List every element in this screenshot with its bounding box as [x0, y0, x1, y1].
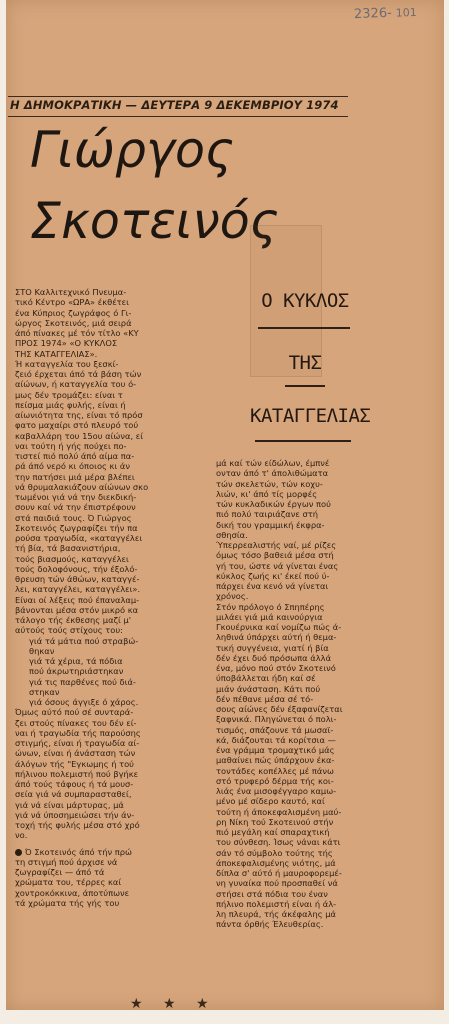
- text-line: ζει στούς πίνακες του δέν εί-: [15, 717, 137, 728]
- text-line: μιάν άνάσταση. Κάτι πού: [216, 683, 321, 694]
- text-line: καβαλλάρη του 15ου αίώνα, εί: [15, 430, 144, 441]
- text-line: τών σκελετών, τών κοχυ-: [216, 478, 323, 489]
- text-line: γιά όσους άγγιξε ό χάρος.: [29, 697, 139, 707]
- text-line: τιστεί πιό πολύ άπό αίμα πα-: [15, 451, 135, 461]
- catalog-number: [354, 5, 417, 22]
- catalog-sub: 101: [395, 5, 417, 20]
- text-line: τικό Κέντρο «ΩΡΑ» έκθέτει: [15, 297, 129, 308]
- text-line: θρευση τών άθώων, καταγγέ-: [15, 574, 140, 584]
- text-line: τοχή τής φυλής μέσα στό χρό: [15, 820, 140, 830]
- text-line: Ό Σκοτεινός άπό τήν πρώ: [25, 846, 133, 857]
- text-line: δίπλα σ' αύτό ή μαυροφορεμέ-: [216, 868, 342, 878]
- text-line: σάν τό σύμβολο τούτης τής: [216, 847, 333, 858]
- text-line: λει, καταγγέλει, καταγγέλει».: [15, 584, 141, 595]
- text-line: φατο μαχαίρι στό πλευρό τού: [15, 420, 139, 431]
- text-line: σθησία.: [216, 529, 248, 540]
- text-line: άποκεφαλισμένης νιότης, μά: [216, 857, 336, 868]
- text-line: μένο μέ σίδερο καυτό, καί: [216, 796, 325, 807]
- text-line: νά θρυμαλακιάζουν αίώνων σκο: [15, 481, 149, 492]
- kicker-rule: [258, 327, 350, 329]
- text-line: στήσει στά πόδια του έναν: [216, 888, 328, 899]
- text-line: Είναι οί λέξεις πού έπαναλαμ-: [15, 594, 140, 605]
- text-line: τοντάδες κοπέλλες μέ πάνω: [216, 765, 334, 776]
- text-line: Όμως αύτό πού σέ συνταρά-: [15, 707, 134, 718]
- text-line: τάλογο τής έκθεσης μαζί μ': [15, 615, 132, 625]
- footer-stars: ★ ★ ★: [130, 996, 217, 1012]
- text-line: άπό πίνακες μέ τόν τίτλο «ΚΥ: [15, 328, 139, 338]
- text-line: ύποβάλλεται ήδη καί σέ: [216, 673, 316, 684]
- text-line: σεία γιά νά συμπαρασταθεί,: [15, 789, 132, 800]
- headline-first-name: Γιώργος: [30, 121, 234, 179]
- text-line: χρόνος.: [216, 591, 249, 602]
- text-line: τά χρώματα τής γής του: [15, 897, 120, 908]
- text-line: σους αίώνες δέν έξαφανίζεται: [216, 704, 343, 714]
- right-column: [216, 458, 364, 930]
- text-line: τή βία, τά βασανιστήρια,: [15, 543, 121, 554]
- text-line: στηκαν: [29, 686, 60, 697]
- text-line: τική συγγένεια, γιατί ή βία: [216, 642, 329, 653]
- headline-last-name: Σκοτεινός: [30, 192, 279, 250]
- text-line: νο.: [15, 830, 28, 841]
- kicker-line-1: Ο ΚΥΚΛΟΣ: [261, 290, 349, 312]
- text-line: στό τρυφερό δέρμα τής κοι-: [216, 775, 334, 786]
- text-line: Ύπερρεαλιστής ναί, μέ ρίζες: [216, 540, 337, 550]
- text-line: αύτούς τούς στίχους του:: [15, 625, 123, 636]
- text-line: ΤΗΣ ΚΑΤΑΓΓΕΛΙΑΣ».: [15, 348, 98, 359]
- text-line: τούτη ή άποκεφαλισμένη μαύ-: [216, 806, 342, 817]
- text-line: ζωγραφίζει — άπό τά: [15, 867, 105, 877]
- text-line: ρη Νίκη τού Σκοτεινού στήν: [216, 816, 334, 827]
- text-line: πιό μεγάλη καί σπαραχτική: [216, 827, 330, 837]
- text-line: Σκοτεινός ζωγραφίζει τήν πα: [15, 522, 138, 533]
- kicker-rule: [255, 440, 351, 442]
- text-line: ναι ή τραγωδία τής παρούσης: [15, 727, 141, 738]
- text-line: πήλινο πολεμιστή είναι ή άλ-: [216, 898, 337, 909]
- text-line: τούς δολοφόνους, τήν έξολό-: [15, 563, 138, 574]
- text-line: μιλάει γιά μιά καινούργια: [216, 611, 323, 622]
- text-line: Ή καταγγελία του ξεσκί-: [15, 358, 119, 369]
- poem-block: [15, 636, 208, 708]
- text-line: μως δέν τρομάζει: είναι τ: [15, 389, 123, 400]
- masthead: Η ΔΗΜΟΚΡΑΤΙΚΗ — ΔΕΥΤΕΡΑ 9 ΔΕΚΕΜΒΡΙΟΥ 1974: [10, 98, 339, 112]
- text-line: πιό πολύ ταιριάζανε στή: [216, 509, 319, 520]
- text-line: θηκαν: [29, 645, 55, 656]
- text-line: του σύνθεση. Ίσως νάναι κάτι: [216, 837, 341, 848]
- text-line: ονταν άπό τ' άπολιθώματα: [216, 468, 329, 479]
- text-line: στά παιδιά τους. Ό Γιώργος: [15, 512, 132, 523]
- text-line: γή του, ώστε νά γίνεται ένας: [216, 560, 339, 571]
- text-line: πήλινου πολεμιστή πού βγήκε: [15, 768, 139, 779]
- text-line: τωμένοι γιά νά την διεκδική-: [15, 492, 137, 502]
- text-line: γιά τά μάτια πού στραβώ-: [29, 635, 139, 646]
- text-line: πού άκρωτηριάστηκαν: [29, 666, 124, 677]
- text-line: δέν πέθανε μέσα σέ τό-: [216, 693, 314, 704]
- text-line: γιά τις παρθένες πού διά-: [29, 676, 136, 687]
- text-line: ΣΤΟ Καλλιτεχνικό Πνευμα-: [15, 287, 127, 297]
- masthead-rule-bottom: [8, 116, 348, 117]
- text-line: νη γυναίκα πού προσπαθεί νά: [216, 878, 338, 889]
- text-line: τισμός, σπάζουνε τά μωσαϊ-: [216, 724, 334, 735]
- closing-paragraph: [15, 847, 208, 909]
- text-line: άπό τούς τάφους ή τά μουσ-: [15, 779, 134, 789]
- text-line: ζειό έρχεται άπό τά βάση τών: [15, 369, 142, 379]
- text-line: ρά άπό νερό κι όποιος κι άν: [15, 461, 130, 472]
- text-line: γιά τά χέρια, τά πόδια: [29, 656, 123, 666]
- text-line: σουν καί νά την έπιστρέφουν: [15, 502, 136, 513]
- text-line: ένα γράμμα τρομαχτικό μάς: [216, 745, 335, 755]
- kicker-line-2: ΤΗΣ: [288, 352, 322, 374]
- text-line: λιών, κι' άπό τίς μορφές: [216, 488, 318, 499]
- text-line: κύκλος ζωής κι' έκεί πού ύ-: [216, 570, 330, 581]
- text-line: μαθαίνει πώς ύπάρχουν έκα-: [216, 755, 335, 766]
- text-line: μά καί τών είδώλων, έμπνέ: [216, 458, 330, 468]
- text-line: Γκουέρνικα καί νομίζω πώς ά-: [216, 622, 342, 632]
- kicker-line-3: ΚΑΤΑΓΓΕΛΙΑΣ: [250, 405, 371, 427]
- text-line: ένα Κύπριος ζωγράφος ό Γι-: [15, 307, 132, 318]
- catalog-mark: 2326-: [353, 5, 393, 23]
- text-line: βάνονται μέσα στόν μικρό κα: [15, 604, 139, 615]
- text-line: γιά νά είναι μάρτυρας, μά: [15, 799, 124, 810]
- text-line: δέν έχει δυό πρόσωπα άλλά: [216, 652, 332, 663]
- text-line: κά, διάζουται τά κορίτσια —: [216, 734, 336, 745]
- text-line: τούς βιασμούς, καταγγέλει: [15, 553, 129, 564]
- text-line: όμως τόσο βαθειά μέσα στή: [216, 550, 334, 561]
- text-line: λη πλευρά, τής άκέφαλης μά: [216, 909, 336, 919]
- text-line: ώνων, είναι ή άνάσταση τών: [15, 748, 136, 759]
- text-line: γιά νά ύποσημειώσει τήν άν-: [15, 809, 135, 820]
- text-line: χρώματα του, τέρρες καί: [15, 877, 122, 888]
- text-line: χοντροκόκκινα, άποτύπωνε: [15, 887, 130, 898]
- text-line: άλόγων τής "Εγκωμης ή τού: [15, 758, 134, 769]
- text-line: πάντα όρθής Έλευθερίας.: [216, 919, 324, 930]
- text-line: την πατήσει μιά μέρα βλέπει: [15, 471, 135, 482]
- text-line: [15, 847, 208, 857]
- text-line: δική του γραμμική έκφρα-: [216, 519, 325, 530]
- text-line: λιάς ένα μισοφέγγαρο καμω-: [216, 786, 337, 796]
- left-column: [15, 287, 208, 908]
- text-line: ΠΡΟΣ 1974» «Ο ΚΥΚΛΟΣ: [15, 338, 118, 349]
- text-line: ρούσα τραγωδία, «καταγγέλει: [15, 533, 143, 543]
- text-line: τών κυκλαδικών έργων πού: [216, 499, 331, 509]
- text-line: πείσμα μιάς φυλής, είναι ή: [15, 399, 126, 410]
- bullet-icon: [15, 849, 22, 856]
- text-line: Στόν πρόλογο ό Σπηπέρης: [216, 601, 325, 612]
- text-line: πάρχει ένα κενό νά γίνεται: [216, 581, 329, 591]
- text-line: αίωνιότητα της, είναι τό πρόσ: [15, 410, 143, 420]
- text-line: ληθινά ύπάρχει αύτή ή θεμα-: [216, 632, 337, 643]
- text-line: ένα, μόνο πού στόν Σκοτεινό: [216, 663, 336, 673]
- text-line: ώργος Σκοτεινός, μιά σειρά: [15, 317, 132, 328]
- text-line: ξαφνικά. Πληγώνεται ό πολι-: [216, 714, 337, 725]
- text-line: ναι τούτη ή γής πούχει πο-: [15, 440, 127, 451]
- masthead-rule: [8, 96, 348, 97]
- text-line: τη στιγμή πού άρχισε νά: [15, 856, 118, 867]
- text-line: στιγμής, είναι ή τραγωδία αί-: [15, 738, 140, 748]
- text-line: αίώνων, ή καταγγελία του ό-: [15, 379, 137, 390]
- kicker-rule: [285, 385, 325, 387]
